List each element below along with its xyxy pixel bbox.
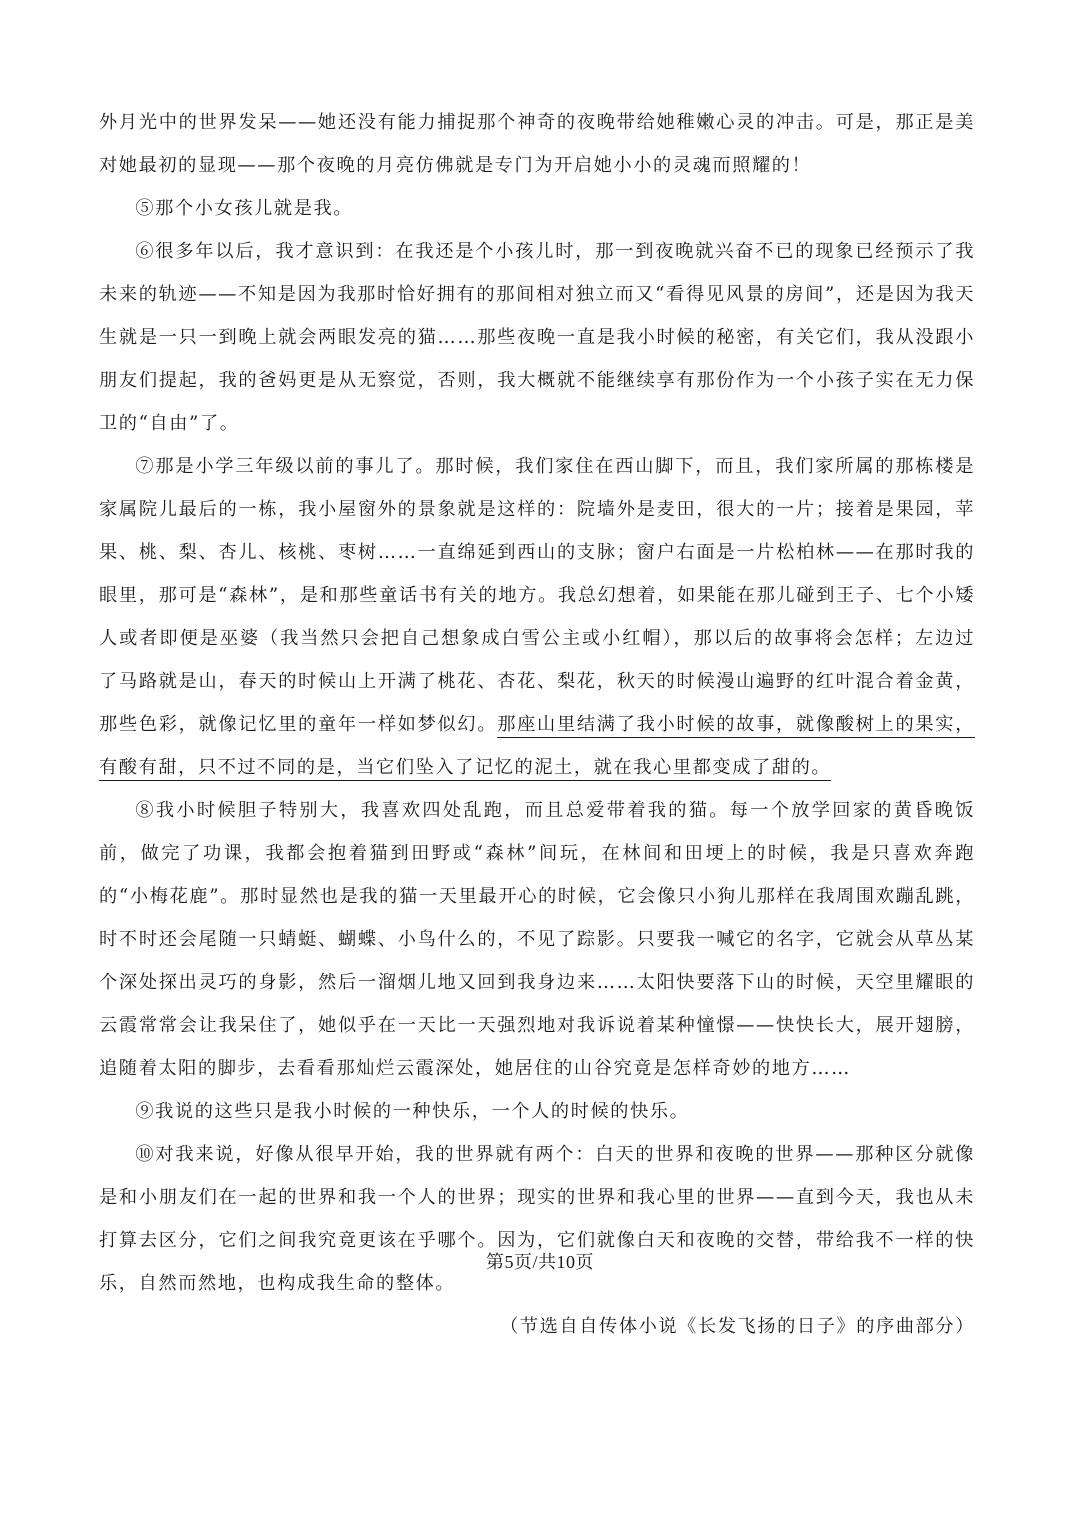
- paragraph-7: [99, 445, 975, 789]
- page-number: 第5页/共10页: [485, 1252, 594, 1272]
- underlined-sentence: 那座山里结满了我小时候的故事，就像酸树上的果实，有酸有甜，只不过不同的是，当它们坠入了记忆的泥土，就在我心里都变成了甜的。: [99, 714, 975, 778]
- paragraph-continuation: 外月光中的世界发呆——她还没有能力捕捉那个神奇的夜晚带给她稚嫩心灵的冲击。可是，那正是美对她最初的显现——那个夜晚的月亮仿佛就是专门为开启她小小的灵魂而照耀的！: [99, 112, 975, 176]
- paragraph-5: ⑤那个小女孩儿就是我。: [135, 198, 354, 219]
- paragraph-10: ⑩对我来说，好像从很早开始，我的世界就有两个：白天的世界和夜晚的世界——那种区分就像是和小朋友们在一起的世界和我一个人的世界；现实的世界和我心里的世界——直到今天，我也从未打算去区分，它们之间我究竟更该在乎哪个。因为，它们就像白天和夜晚的交替，带给我不一样的快乐，自然而然地，也构成我生命的整体。: [99, 1144, 975, 1294]
- paragraph-7-text: ⑦那是小学三年级以前的事儿了。那时候，我们家住在西山脚下，而且，我们家所属的那栋楼是家属院儿最后的一栋，我小屋窗外的景象就是这样的：院墙外是麦田，很大的一片；接着是果园，苹果、桃、梨、杏儿、核桃、枣树……一直绵延到西山的支脉；窗户右面是一片松柏林——在那时我的眼里，那可是“森林”，是和那些童话书有关的地方。我总幻想着，如果能在那儿碰到王子、七个小矮人或者即便是巫婆（我当然只会把自己想象成白雪公主或小红帽），那以后的故事将会怎样；左边过了马路就是山，春天的时候山上开满了桃花、杏花、梨花，秋天的时候漫山遍野的红叶混合着金黄，那些色彩，就像记忆里的童年一样如梦似幻。: [99, 456, 975, 735]
- document-body: [99, 101, 975, 1348]
- paragraph-6: ⑥很多年以后，我才意识到：在我还是个小孩儿时，那一到夜晚就兴奋不已的现象已经预示了我未来的轨迹——不知是因为我那时恰好拥有的那间相对独立而又“看得见风景的房间”，还是因为我天生就是一只一到晚上就会两眼发亮的猫……那些夜晚一直是我小时候的秘密，有关它们，我从没跟小朋友们提起，我的爸妈更是从无察觉，否则，我大概就不能继续享有那份作为一个小孩子实在无力保卫的“自由”了。: [99, 241, 975, 434]
- paragraph-9: ⑨我说的这些只是我小时候的一种快乐，一个人的时候的快乐。: [135, 1101, 690, 1122]
- paragraph-8: ⑧我小时候胆子特别大，我喜欢四处乱跑，而且总爱带着我的猫。每一个放学回家的黄昏晚饭前，做完了功课，我都会抱着猫到田野或“森林”间玩，在林间和田埂上的时候，我是只喜欢奔跑的“小梅花鹿”。那时显然也是我的猫一天里最开心的时候，它会像只小狗儿那样在我周围欢蹦乱跳，时不时还会尾随一只蜻蜓、蝴蝶、小鸟什么的，不见了踪影。只要我一喊它的名字，它就会从草丛某个深处探出灵巧的身影，然后一溜烟儿地又回到我身边来……太阳快要落下山的时候，天空里耀眼的云霞常常会让我呆住了，她似乎在一天比一天强烈地对我诉说着某种憧憬——快快长大，展开翅膀，追随着太阳的脚步，去看看那灿烂云霞深处，她居住的山谷究竟是怎样奇妙的地方……: [99, 800, 975, 1079]
- source-citation: （节选自自传体小说《长发飞扬的日子》的序曲部分）: [500, 1316, 975, 1337]
